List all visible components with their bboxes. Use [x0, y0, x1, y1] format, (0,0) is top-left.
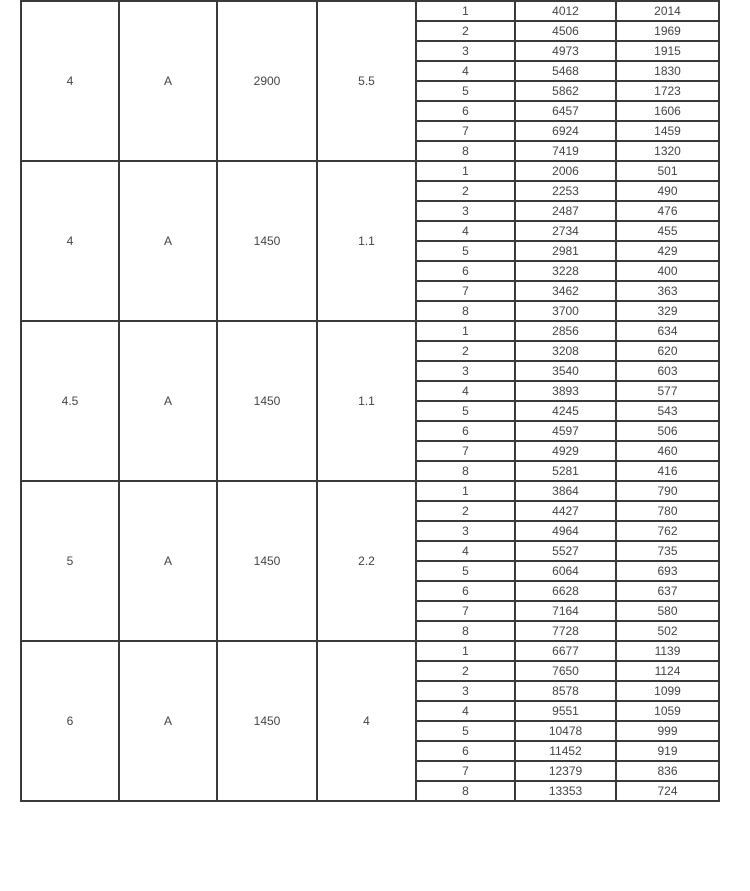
speed-cell: 1450: [217, 641, 317, 801]
flow-cell: 11452: [515, 741, 616, 761]
head-cell: 836: [616, 761, 719, 781]
stage-cell: 2: [416, 501, 515, 521]
flow-cell: 3540: [515, 361, 616, 381]
stage-cell: 5: [416, 561, 515, 581]
fan-performance-table: [20, 0, 720, 802]
head-cell: 999: [616, 721, 719, 741]
head-cell: 580: [616, 601, 719, 621]
table-row: [21, 641, 719, 661]
stage-cell: 4: [416, 381, 515, 401]
power-cell: 4: [317, 641, 416, 801]
head-cell: 790: [616, 481, 719, 501]
speed-cell: 2900: [217, 1, 317, 161]
stage-cell: 8: [416, 621, 515, 641]
flow-cell: 3700: [515, 301, 616, 321]
type-cell: A: [119, 161, 217, 321]
stage-cell: 5: [416, 241, 515, 261]
head-cell: 762: [616, 521, 719, 541]
power-cell: 2.2: [317, 481, 416, 641]
flow-cell: 7728: [515, 621, 616, 641]
stage-cell: 7: [416, 761, 515, 781]
head-cell: 506: [616, 421, 719, 441]
flow-cell: 3893: [515, 381, 616, 401]
stage-cell: 1: [416, 1, 515, 21]
stage-cell: 8: [416, 461, 515, 481]
head-cell: 2014: [616, 1, 719, 21]
stage-cell: 2: [416, 341, 515, 361]
stage-cell: 5: [416, 81, 515, 101]
flow-cell: 5468: [515, 61, 616, 81]
stage-cell: 3: [416, 361, 515, 381]
flow-cell: 4964: [515, 521, 616, 541]
flow-cell: 7164: [515, 601, 616, 621]
size-cell: 4.5: [21, 321, 119, 481]
stage-cell: 4: [416, 61, 515, 81]
head-cell: 919: [616, 741, 719, 761]
flow-cell: 6064: [515, 561, 616, 581]
stage-cell: 8: [416, 781, 515, 801]
stage-cell: 3: [416, 521, 515, 541]
size-cell: 4: [21, 161, 119, 321]
head-cell: 637: [616, 581, 719, 601]
flow-cell: 5862: [515, 81, 616, 101]
head-cell: 1830: [616, 61, 719, 81]
power-cell: 1.1: [317, 161, 416, 321]
flow-cell: 6924: [515, 121, 616, 141]
table-row: [21, 1, 719, 21]
table-row: [21, 161, 719, 181]
head-cell: 490: [616, 181, 719, 201]
head-cell: 416: [616, 461, 719, 481]
head-cell: 543: [616, 401, 719, 421]
flow-cell: 2487: [515, 201, 616, 221]
flow-cell: 5281: [515, 461, 616, 481]
head-cell: 502: [616, 621, 719, 641]
speed-cell: 1450: [217, 321, 317, 481]
stage-cell: 2: [416, 21, 515, 41]
stage-cell: 1: [416, 641, 515, 661]
head-cell: 476: [616, 201, 719, 221]
size-cell: 4: [21, 1, 119, 161]
head-cell: 634: [616, 321, 719, 341]
head-cell: 501: [616, 161, 719, 181]
head-cell: 1606: [616, 101, 719, 121]
head-cell: 603: [616, 361, 719, 381]
flow-cell: 12379: [515, 761, 616, 781]
stage-cell: 2: [416, 181, 515, 201]
head-cell: 1099: [616, 681, 719, 701]
stage-cell: 5: [416, 401, 515, 421]
head-cell: 693: [616, 561, 719, 581]
stage-cell: 8: [416, 301, 515, 321]
type-cell: A: [119, 641, 217, 801]
stage-cell: 6: [416, 101, 515, 121]
type-cell: A: [119, 481, 217, 641]
flow-cell: 3228: [515, 261, 616, 281]
stage-cell: 4: [416, 701, 515, 721]
head-cell: 1124: [616, 661, 719, 681]
stage-cell: 1: [416, 481, 515, 501]
flow-cell: 2734: [515, 221, 616, 241]
flow-cell: 4427: [515, 501, 616, 521]
flow-cell: 2253: [515, 181, 616, 201]
head-cell: 455: [616, 221, 719, 241]
stage-cell: 5: [416, 721, 515, 741]
flow-cell: 4973: [515, 41, 616, 61]
flow-cell: 4506: [515, 21, 616, 41]
type-cell: A: [119, 321, 217, 481]
stage-cell: 4: [416, 541, 515, 561]
flow-cell: 5527: [515, 541, 616, 561]
type-cell: A: [119, 1, 217, 161]
flow-cell: 13353: [515, 781, 616, 801]
head-cell: 1139: [616, 641, 719, 661]
flow-cell: 8578: [515, 681, 616, 701]
stage-cell: 7: [416, 601, 515, 621]
head-cell: 400: [616, 261, 719, 281]
size-cell: 5: [21, 481, 119, 641]
stage-cell: 7: [416, 121, 515, 141]
stage-cell: 8: [416, 141, 515, 161]
stage-cell: 3: [416, 201, 515, 221]
stage-cell: 1: [416, 161, 515, 181]
flow-cell: 4929: [515, 441, 616, 461]
head-cell: 1059: [616, 701, 719, 721]
flow-cell: 3864: [515, 481, 616, 501]
flow-cell: 9551: [515, 701, 616, 721]
power-cell: 5.5: [317, 1, 416, 161]
stage-cell: 6: [416, 421, 515, 441]
stage-cell: 6: [416, 741, 515, 761]
flow-cell: 3208: [515, 341, 616, 361]
size-cell: 6: [21, 641, 119, 801]
table-row: [21, 321, 719, 341]
power-cell: 1.1: [317, 321, 416, 481]
table-row: [21, 481, 719, 501]
stage-cell: 7: [416, 441, 515, 461]
head-cell: 577: [616, 381, 719, 401]
head-cell: 1915: [616, 41, 719, 61]
flow-cell: 2981: [515, 241, 616, 261]
head-cell: 735: [616, 541, 719, 561]
head-cell: 780: [616, 501, 719, 521]
head-cell: 329: [616, 301, 719, 321]
flow-cell: 4012: [515, 1, 616, 21]
stage-cell: 2: [416, 661, 515, 681]
flow-cell: 4597: [515, 421, 616, 441]
head-cell: 724: [616, 781, 719, 801]
flow-cell: 3462: [515, 281, 616, 301]
stage-cell: 7: [416, 281, 515, 301]
stage-cell: 1: [416, 321, 515, 341]
head-cell: 620: [616, 341, 719, 361]
speed-cell: 1450: [217, 481, 317, 641]
head-cell: 1723: [616, 81, 719, 101]
head-cell: 460: [616, 441, 719, 461]
flow-cell: 7650: [515, 661, 616, 681]
flow-cell: 2856: [515, 321, 616, 341]
head-cell: 1320: [616, 141, 719, 161]
flow-cell: 2006: [515, 161, 616, 181]
flow-cell: 6628: [515, 581, 616, 601]
head-cell: 363: [616, 281, 719, 301]
stage-cell: 6: [416, 581, 515, 601]
table-body: [21, 1, 719, 801]
flow-cell: 6677: [515, 641, 616, 661]
flow-cell: 6457: [515, 101, 616, 121]
head-cell: 1459: [616, 121, 719, 141]
data-table-container: [20, 0, 718, 802]
head-cell: 429: [616, 241, 719, 261]
stage-cell: 6: [416, 261, 515, 281]
stage-cell: 3: [416, 681, 515, 701]
flow-cell: 4245: [515, 401, 616, 421]
stage-cell: 4: [416, 221, 515, 241]
speed-cell: 1450: [217, 161, 317, 321]
head-cell: 1969: [616, 21, 719, 41]
flow-cell: 10478: [515, 721, 616, 741]
stage-cell: 3: [416, 41, 515, 61]
flow-cell: 7419: [515, 141, 616, 161]
